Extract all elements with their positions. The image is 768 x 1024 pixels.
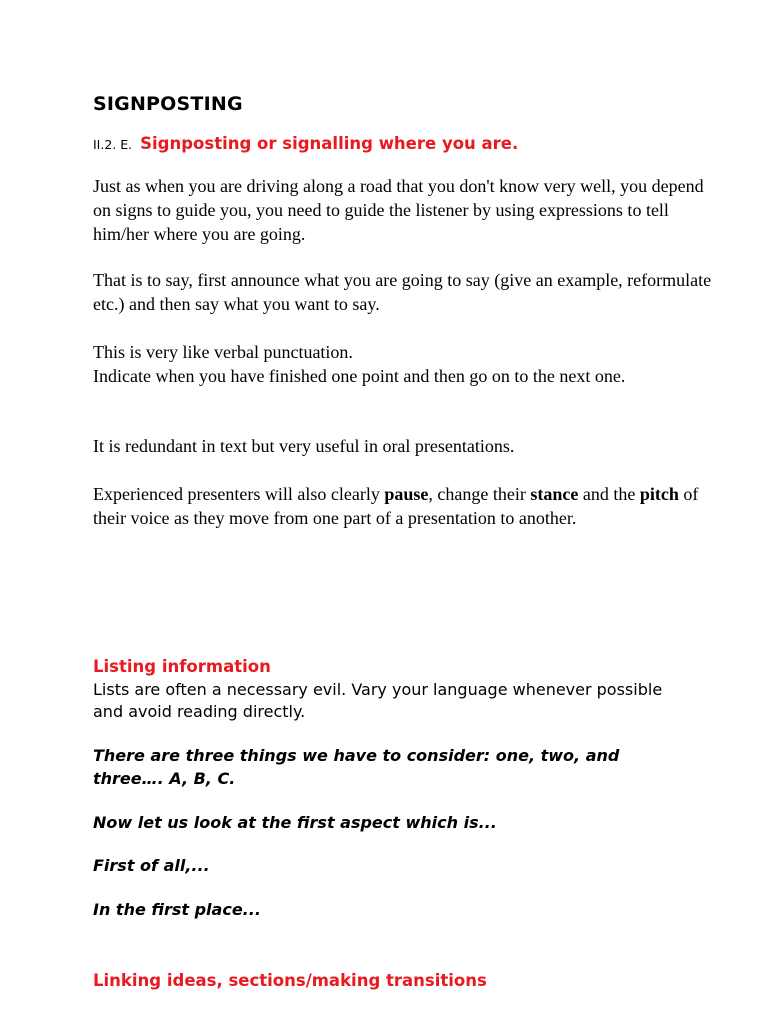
listing-example-first-of-all: First of all,... [93, 856, 210, 875]
keyword-pause: pause [384, 484, 429, 504]
listing-example-first-place: In the first place... [93, 900, 261, 919]
section-heading: Signposting or signalling where you are. [140, 134, 519, 153]
paragraph-presenters [93, 482, 713, 530]
listing-heading: Listing information [93, 657, 271, 676]
presenters-text-3: and the [578, 484, 640, 504]
paragraph-announce: That is to say, first announce what you are going to say (give an example, reformulate etc.) and then say what you want to say. [93, 270, 712, 314]
linking-heading: Linking ideas, sections/making transitions [93, 971, 487, 990]
finished-point-line: Indicate when you have finished one point and then go on to the next one. [93, 366, 626, 386]
paragraph-driving-analogy: Just as when you are driving along a road that you don't know very well, you depend on signs to guide you, you need to guide the listener by using expressions to tell him/her where you are going. [93, 176, 704, 244]
presenters-text-1: Experienced presenters will also clearly [93, 484, 385, 504]
section-heading-line [93, 134, 518, 154]
verbal-punctuation-line: This is very like verbal punctuation. [93, 342, 353, 362]
listing-intro: Lists are often a necessary evil. Vary your language whenever possible and avoid reading directly. [93, 680, 663, 721]
presenters-text-2: , change their [428, 484, 531, 504]
paragraph-verbal-punctuation [93, 340, 713, 388]
paragraph-redundant: It is redundant in text but very useful in oral presentations. [93, 436, 515, 456]
listing-example-first-aspect: Now let us look at the first aspect which is... [93, 813, 497, 832]
keyword-pitch: pitch [639, 484, 679, 504]
keyword-stance: stance [530, 484, 579, 504]
section-number: II.2. E. [93, 137, 133, 152]
presenters-text-4: of their voice as they move from one part of a presentation to another. [93, 484, 699, 528]
listing-example-three-things: There are three things we have to consider: one, two, and three…. A, B, C. [93, 746, 620, 788]
page-title: SIGNPOSTING [93, 93, 243, 115]
